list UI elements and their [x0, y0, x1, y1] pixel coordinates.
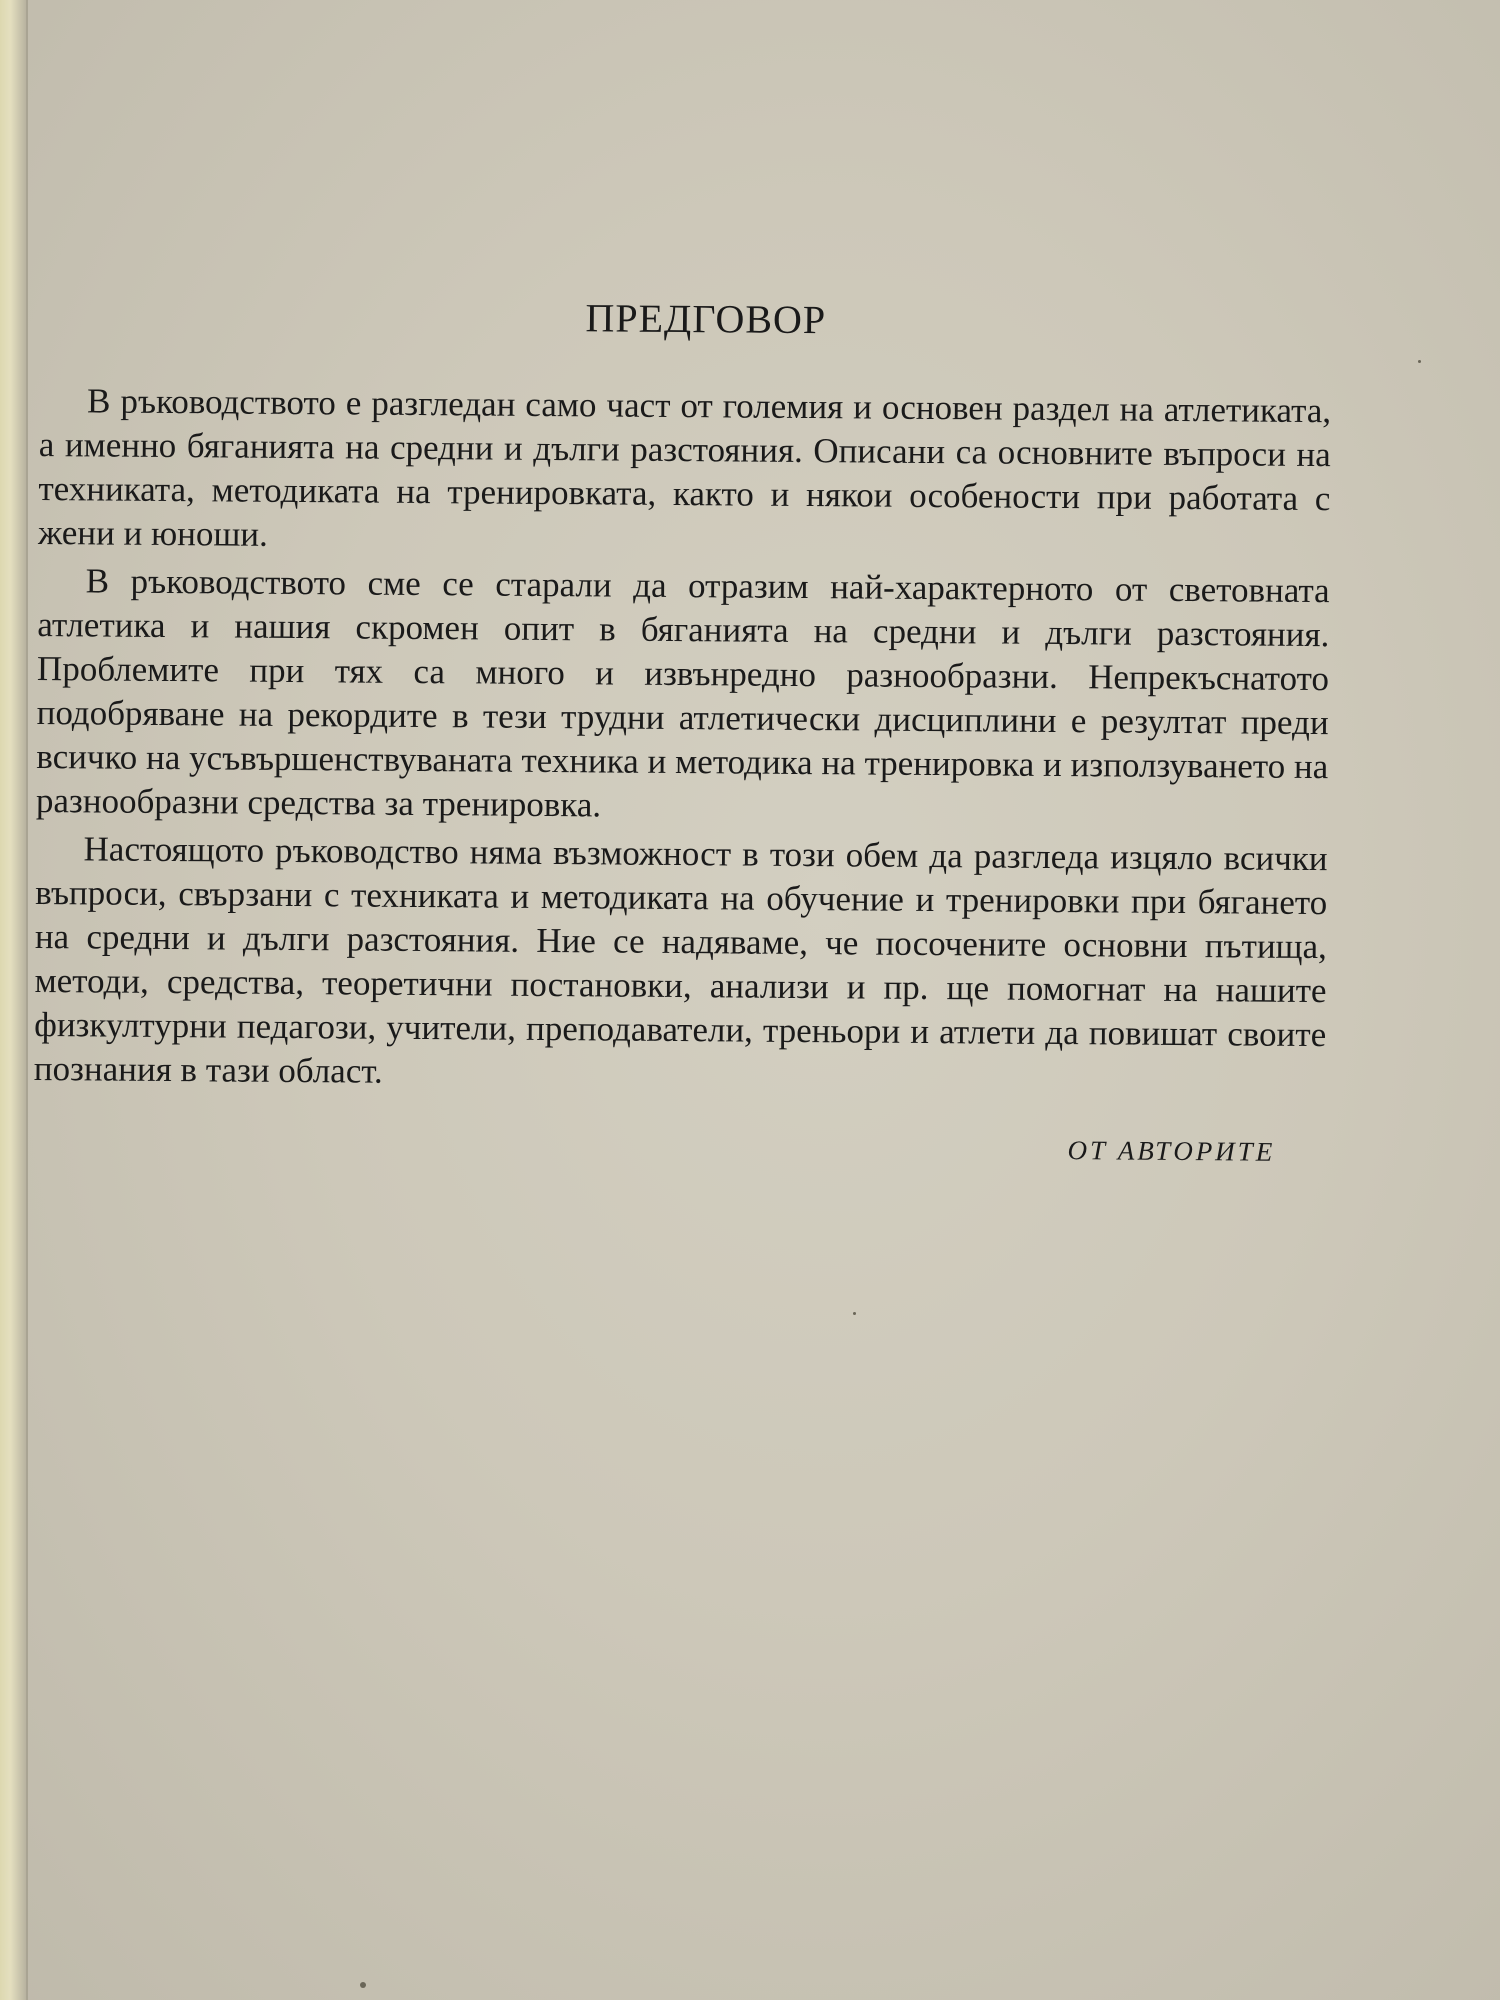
preface-text-block — [33, 290, 1332, 1168]
paper-speck — [360, 1982, 366, 1988]
page-binding-edge — [0, 0, 28, 2000]
signature: ОТ АВТОРИТЕ — [1067, 1135, 1276, 1167]
page-title: ПРЕДГОВОР — [585, 295, 827, 343]
paragraph-2: В ръководството сме се старали да отразим най-характерното от световната атлетика и нашия скромен опит в бяганията на средни и дълги разстояния. Проблемите при тях са много и извънредно разнообразни. Непрекъснатото подобряване на рекордите в тези трудни атлетически дисциплини е резултат преди всичко на усъвършенствуваната техника и методика на тренировка и използуването на разнообразни средства за тренировка. — [35, 561, 1330, 825]
paragraph-1: В ръководството е разгледан само част от големия и основен раздел на атлетиката, а именно бяганията на средни и дълги разстояния. Описани са основните въпроси на техниката, методиката на тренировката, както и някои особености при работата с жени и юноши. — [37, 381, 1332, 554]
paper-speck — [1418, 360, 1421, 363]
paragraph-3: Настоящото ръководство няма възможност в този обем да разгледа изцяло всички въпроси, свързани с техниката и методиката на обучение и тренировки при бягането на средни и дълги разстояния. Ние се надяваме, че посочените основни пътища, методи, средства, теоретични постановки, анализи и пр. ще помогнат на нашите физкултурни педагози, учители, преподаватели, треньори и атлети да повишат своите познания в тази област. — [33, 829, 1328, 1091]
paper-speck — [853, 1312, 856, 1315]
